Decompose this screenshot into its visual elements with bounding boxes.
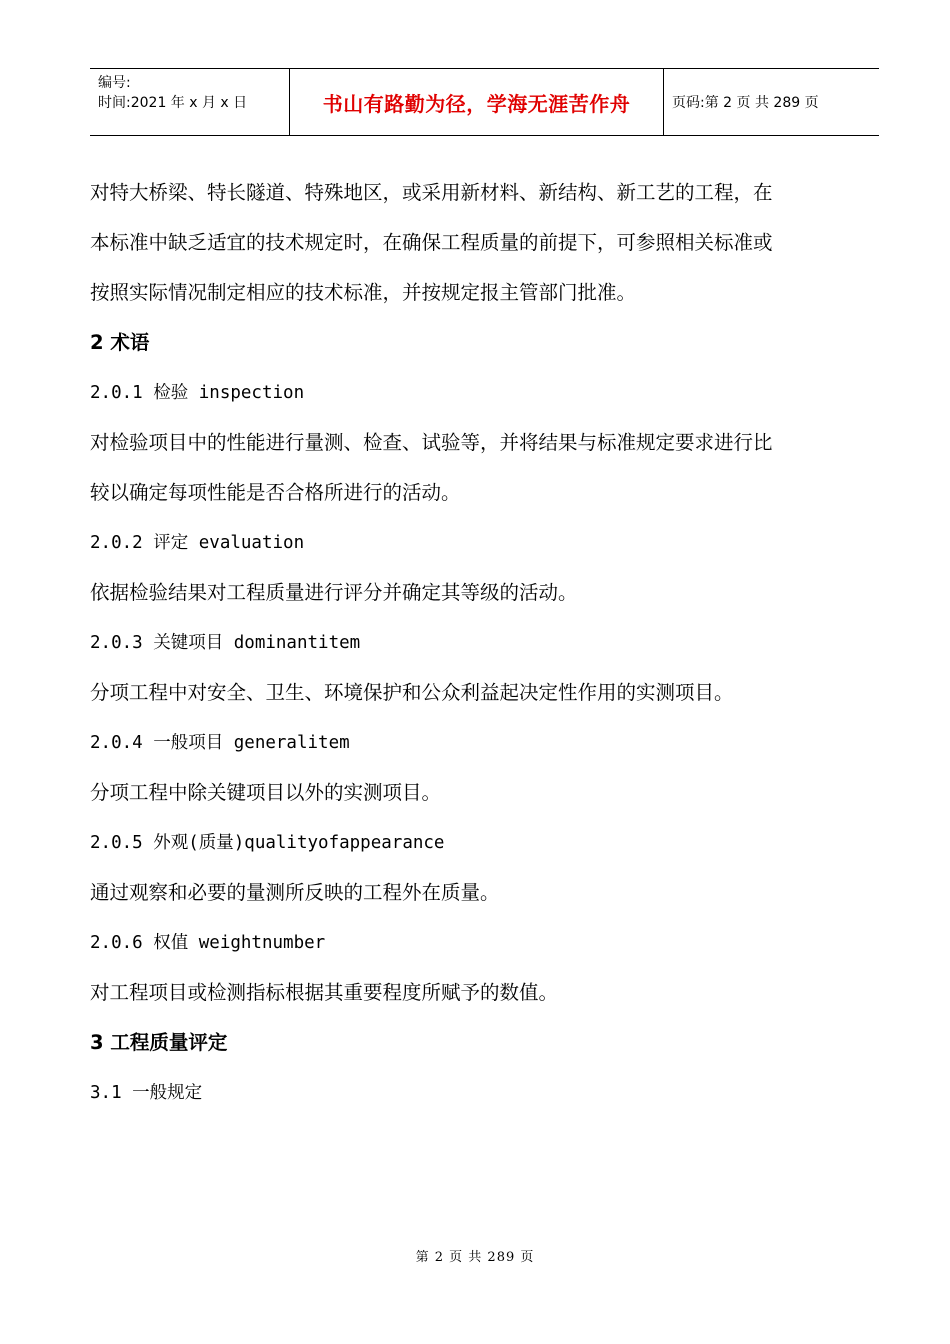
- body-paragraph-line: 对工程项目或检测指标根据其重要程度所赋予的数值。: [90, 981, 559, 1004]
- term-heading: 3.1 一般规定: [90, 1083, 203, 1103]
- body-paragraph-line: 通过观察和必要的量测所反映的工程外在质量。: [90, 881, 500, 904]
- header-motto-cell: [290, 69, 664, 135]
- body-paragraph-line: 本标准中缺乏适宜的技术规定时，在确保工程质量的前提下，可参照相关标准或: [90, 231, 773, 254]
- body-paragraph-line: 依据检验结果对工程质量进行评分并确定其等级的活动。: [90, 581, 578, 604]
- header-page-cell: [664, 69, 879, 135]
- body-paragraph-line: 分项工程中除关键项目以外的实测项目。: [90, 781, 442, 804]
- term-heading: 2.0.2 评定 evaluation: [90, 533, 305, 553]
- term-heading: 2.0.1 检验 inspection: [90, 383, 305, 403]
- section-heading: 3 工程质量评定: [90, 1031, 228, 1054]
- section-heading: 2 术语: [90, 331, 150, 354]
- term-heading: 2.0.3 关键项目 dominantitem: [90, 633, 361, 653]
- page-header: [90, 68, 879, 136]
- header-meta-cell: [90, 69, 290, 135]
- header-motto: 书山有路勤为径，学海无涯苦作舟: [322, 91, 631, 116]
- document-body: [90, 168, 880, 1118]
- header-page-info: 页码:第 2 页 共 289 页: [672, 95, 819, 111]
- body-paragraph-line: 按照实际情况制定相应的技术标准，并按规定报主管部门批准。: [90, 281, 637, 304]
- term-heading: 2.0.5 外观(质量)qualityofappearance: [90, 833, 445, 853]
- body-paragraph-line: 较以确定每项性能是否合格所进行的活动。: [90, 481, 461, 504]
- document-number-label: 编号:: [98, 75, 131, 91]
- term-heading: 2.0.6 权值 weightnumber: [90, 933, 326, 953]
- term-heading: 2.0.4 一般项目 generalitem: [90, 733, 350, 753]
- body-paragraph-line: 分项工程中对安全、卫生、环境保护和公众利益起决定性作用的实测项目。: [90, 681, 734, 704]
- body-paragraph-line: 对检验项目中的性能进行量测、检查、试验等，并将结果与标准规定要求进行比: [90, 431, 773, 454]
- document-time-label: 时间:2021 年 x 月 x 日: [98, 95, 248, 111]
- body-paragraph-line: 对特大桥梁、特长隧道、特殊地区，或采用新材料、新结构、新工艺的工程，在: [90, 181, 773, 204]
- page-footer: 第 2 页 共 289 页: [415, 1250, 535, 1265]
